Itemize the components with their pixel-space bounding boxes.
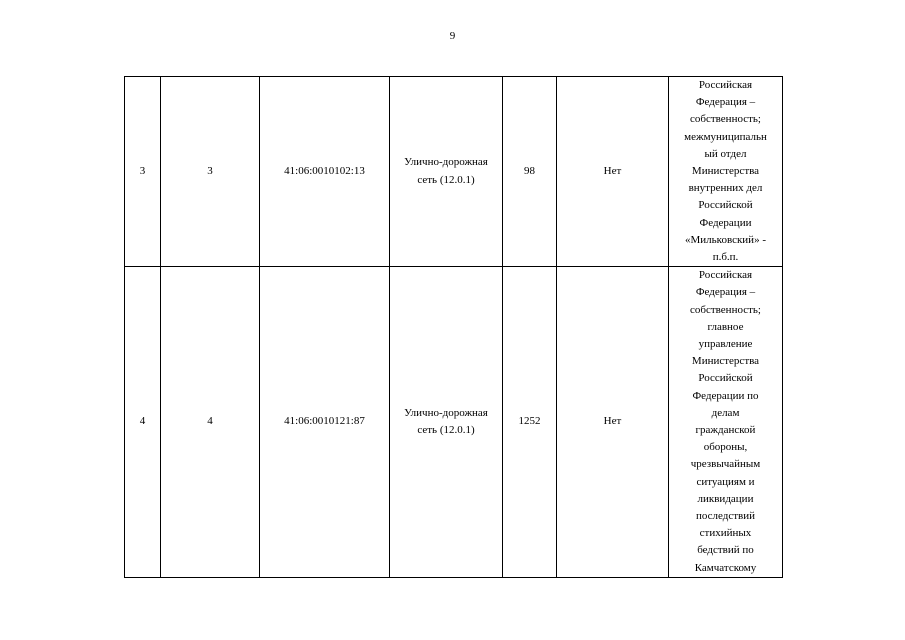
owner-line: Федерации [699,216,752,229]
owner-line: п.б.п. [712,251,739,264]
land-use-line: сеть (12.0.1) [417,424,475,437]
owner-line: управление [698,338,753,351]
land-use-line: Улично-дорожная [404,156,488,169]
land-use-cell [390,267,503,578]
owner-cell [669,77,783,267]
cadastral-number-cell: 41:06:0010121:87 [260,267,390,578]
plot-number-cell: 4 [161,267,260,578]
land-use-line: Улично-дорожная [404,406,488,419]
table-row [125,77,783,267]
owner-line: стихийных [699,527,752,540]
area-cell: 1252 [503,267,557,578]
owner-line: собственность; [690,113,761,126]
owner-line: «Мильковский» - [684,233,766,246]
owner-line: межмуниципальн [684,130,767,143]
cadastral-number-cell: 41:06:0010102:13 [260,77,390,267]
owner-line: Министерства [691,355,760,368]
owner-line: Министерства [691,165,760,178]
owner-line: Федерации по [692,389,759,402]
land-plots-table [124,76,783,578]
owner-line: Федерация – [695,96,756,109]
owner-line: чрезвычайным [690,458,761,471]
owner-line: ый отдел [704,147,747,160]
owner-line: главное [707,320,744,333]
area-cell: 98 [503,77,557,267]
owner-line: последствий [695,510,756,523]
owner-line: ситуациям и [696,475,755,488]
owner-line: внутренних дел [688,182,763,195]
owner-line: собственность; [690,303,761,316]
owner-line: Российской [698,372,753,385]
encumbrance-cell: Нет [557,77,669,267]
encumbrance-cell: Нет [557,267,669,578]
owner-line: бедствий по [697,544,754,557]
row-number-cell: 3 [125,77,161,267]
plot-number-cell: 3 [161,77,260,267]
owner-line: обороны, [703,441,748,454]
owner-line: Российская [698,269,753,282]
page-number: 9 [449,30,456,42]
owner-line: Российской [698,199,753,212]
owner-line: Федерация – [695,286,756,299]
land-use-line: сеть (12.0.1) [417,173,475,186]
row-number-cell: 4 [125,267,161,578]
land-use-cell [390,77,503,267]
table-row [125,267,783,578]
owner-line: делам [711,406,740,419]
owner-cell [669,267,783,578]
owner-line: Камчатскому [694,561,757,574]
owner-line: гражданской [695,424,756,437]
owner-line: Российская [698,79,753,91]
owner-line: ликвидации [697,492,754,505]
